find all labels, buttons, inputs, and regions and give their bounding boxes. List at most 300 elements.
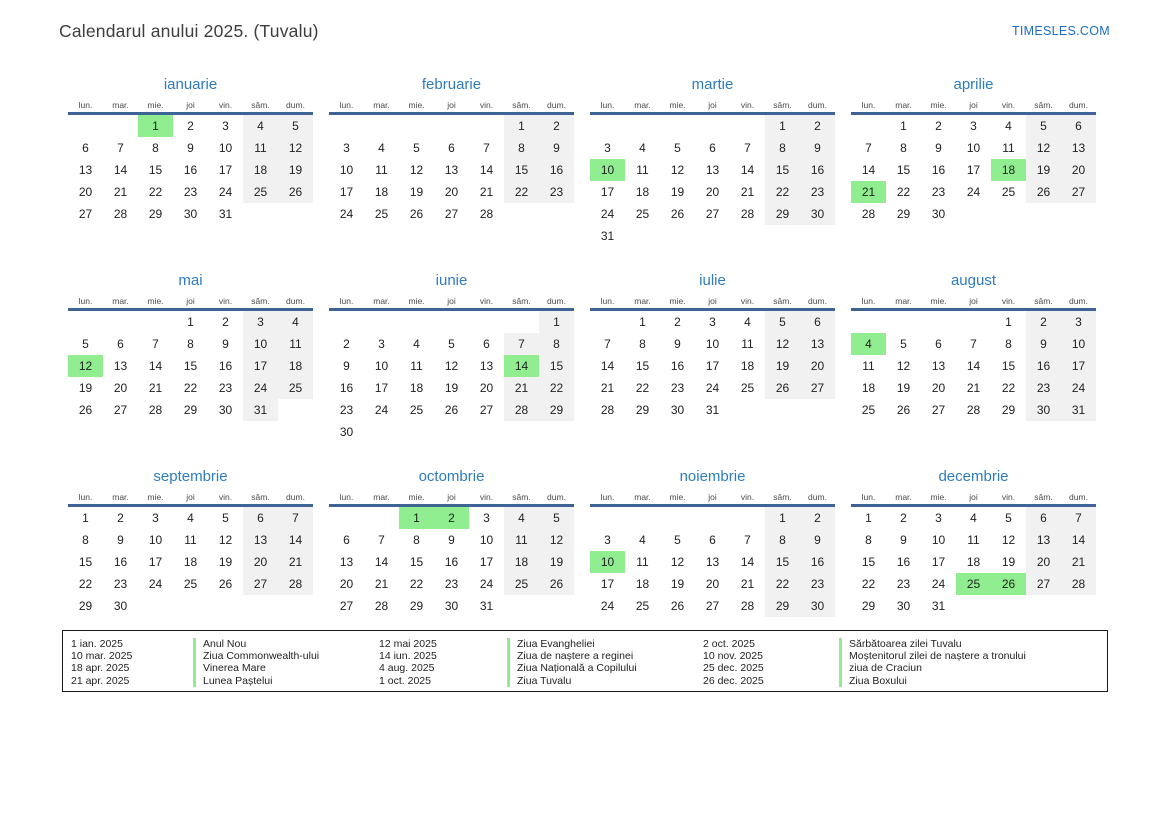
day-cell: 24 — [243, 377, 278, 399]
empty-cell — [956, 311, 991, 333]
day-cell: 17 — [374, 381, 389, 395]
day-cell: 19 — [1001, 555, 1016, 569]
day-cell: 12 — [670, 555, 685, 569]
month-noiembrie — [590, 467, 835, 617]
day-cell: 8 — [539, 333, 574, 355]
weekday-label: sâm. — [512, 492, 531, 502]
day-cell: 23 — [896, 577, 911, 591]
day-grid — [590, 115, 835, 247]
day-cell: 11 — [636, 555, 649, 569]
month-title: martie — [691, 76, 734, 93]
day-cell: 25 — [278, 377, 313, 399]
day-cell: 13 — [78, 163, 93, 177]
day-cell: 25 — [183, 577, 198, 591]
day-cell: 16 — [183, 163, 198, 177]
day-cell: 12 — [444, 359, 459, 373]
day-cell: 15 — [504, 159, 539, 181]
day-cell: 23 — [670, 381, 685, 395]
page-title: Calendarul anului 2025. (Tuvalu) — [59, 21, 319, 41]
day-cell: 29 — [635, 403, 650, 417]
month-title: august — [950, 272, 997, 289]
weekday-header-row — [329, 296, 574, 311]
legend-holiday-name: Ziua de naștere a reginei — [507, 650, 703, 662]
weekday-header-row — [590, 296, 835, 311]
day-cell: 24 — [600, 599, 615, 613]
day-cell: 9 — [187, 141, 194, 155]
weekday-label: mar. — [373, 296, 390, 306]
day-grid — [590, 507, 835, 617]
weekday-label: sâm. — [251, 492, 270, 502]
day-cell: 8 — [187, 337, 194, 351]
day-cell: 17 — [339, 185, 354, 199]
holiday-day-cell: 21 — [851, 181, 886, 203]
day-cell: 20 — [113, 381, 128, 395]
weekday-header-row — [590, 100, 835, 115]
empty-cell — [399, 311, 434, 333]
day-grid — [329, 311, 574, 443]
day-cell: 26 — [218, 577, 233, 591]
day-cell: 5 — [278, 115, 313, 137]
day-cell: 4 — [413, 337, 420, 351]
day-cell: 4 — [187, 511, 194, 525]
day-cell: 15 — [78, 555, 93, 569]
day-cell: 23 — [800, 573, 835, 595]
day-cell: 23 — [113, 577, 128, 591]
day-cell: 9 — [935, 141, 942, 155]
day-cell: 27 — [339, 599, 354, 613]
day-cell: 11 — [243, 137, 278, 159]
day-cell: 14 — [740, 163, 755, 177]
weekday-label: sâm. — [251, 296, 270, 306]
day-cell: 17 — [966, 163, 981, 177]
day-cell: 14 — [113, 163, 128, 177]
day-cell: 14 — [861, 163, 876, 177]
day-cell: 30 — [800, 203, 835, 225]
month-martie — [590, 75, 835, 247]
day-cell: 25 — [1001, 185, 1016, 199]
day-cell: 8 — [765, 529, 800, 551]
weekday-label: dum. — [1069, 492, 1088, 502]
day-cell: 22 — [896, 185, 911, 199]
day-cell: 10 — [374, 359, 389, 373]
page-header — [59, 21, 1110, 42]
empty-cell — [469, 311, 504, 333]
weekday-label: lun. — [78, 296, 93, 306]
day-cell: 1 — [865, 511, 872, 525]
day-cell: 21 — [113, 185, 128, 199]
weekday-header-row — [590, 492, 835, 507]
day-cell: 28 — [740, 207, 755, 221]
day-cell: 11 — [375, 163, 388, 177]
day-cell: 19 — [78, 381, 93, 395]
day-cell: 6 — [483, 337, 490, 351]
day-cell: 17 — [600, 577, 615, 591]
day-cell: 10 — [966, 141, 981, 155]
day-cell: 5 — [765, 311, 800, 333]
legend-date: 21 apr. 2025 — [71, 674, 130, 687]
day-cell: 10 — [1061, 333, 1096, 355]
day-cell: 4 — [504, 507, 539, 529]
day-cell: 27 — [243, 573, 278, 595]
day-cell: 29 — [183, 403, 198, 417]
day-cell: 18 — [740, 359, 755, 373]
day-cell: 29 — [861, 599, 876, 613]
day-cell: 13 — [1026, 529, 1061, 551]
empty-cell — [851, 115, 886, 137]
day-cell: 29 — [1001, 403, 1016, 417]
weekday-label: lun. — [78, 492, 93, 502]
day-cell: 12 — [1026, 137, 1061, 159]
day-cell: 11 — [1002, 141, 1015, 155]
day-cell: 22 — [635, 381, 650, 395]
day-cell: 20 — [800, 355, 835, 377]
weekday-label: vin. — [1001, 100, 1016, 110]
day-cell: 9 — [222, 337, 229, 351]
day-cell: 16 — [444, 555, 459, 569]
day-cell: 10 — [339, 163, 354, 177]
day-cell: 31 — [1061, 399, 1096, 421]
weekday-label: vin. — [1001, 296, 1016, 306]
day-cell: 5 — [82, 337, 89, 351]
day-cell: 19 — [444, 381, 459, 395]
weekday-label: mar. — [112, 492, 129, 502]
holiday-day-cell: 14 — [504, 355, 539, 377]
day-cell: 25 — [374, 207, 389, 221]
empty-cell — [469, 115, 504, 137]
legend-date: 14 iun. 2025 — [379, 650, 437, 663]
weekday-label: lun. — [339, 492, 354, 502]
month-septembrie — [68, 467, 313, 617]
day-cell: 9 — [800, 137, 835, 159]
day-cell: 8 — [900, 141, 907, 155]
day-cell: 31 — [600, 229, 615, 243]
day-cell: 17 — [148, 555, 163, 569]
weekday-header-row — [68, 296, 313, 311]
day-cell: 29 — [765, 203, 800, 225]
day-cell: 16 — [800, 551, 835, 573]
day-cell: 4 — [1005, 119, 1012, 133]
day-cell: 14 — [600, 359, 615, 373]
legend-holiday-name: Sărbătoarea zilei Tuvalu — [839, 638, 1026, 650]
day-cell: 10 — [243, 333, 278, 355]
day-cell: 22 — [539, 377, 574, 399]
day-cell: 4 — [639, 141, 646, 155]
weekday-label: mie. — [147, 492, 164, 502]
day-cell: 5 — [900, 337, 907, 351]
day-cell: 12 — [1001, 533, 1016, 547]
day-cell: 6 — [800, 311, 835, 333]
weekday-label: mie. — [930, 100, 947, 110]
day-cell: 4 — [639, 533, 646, 547]
day-cell: 5 — [1005, 511, 1012, 525]
day-cell: 3 — [343, 141, 350, 155]
day-cell: 15 — [896, 163, 911, 177]
month-aprilie — [851, 75, 1096, 225]
day-cell: 28 — [740, 599, 755, 613]
day-cell: 18 — [409, 381, 424, 395]
day-cell: 20 — [931, 381, 946, 395]
day-cell: 16 — [339, 381, 354, 395]
day-cell: 14 — [148, 359, 163, 373]
day-cell: 29 — [409, 599, 424, 613]
day-cell: 5 — [674, 533, 681, 547]
holiday-day-cell: 25 — [956, 573, 991, 595]
day-grid — [851, 507, 1096, 617]
weekday-header-row — [851, 100, 1096, 115]
day-cell: 12 — [765, 333, 800, 355]
day-cell: 1 — [900, 119, 907, 133]
day-cell: 21 — [740, 185, 755, 199]
empty-cell — [730, 507, 765, 529]
day-cell: 31 — [218, 207, 233, 221]
month-februarie — [329, 75, 574, 225]
day-cell: 6 — [82, 141, 89, 155]
day-cell: 20 — [705, 577, 720, 591]
weekday-label: lun. — [861, 100, 876, 110]
day-cell: 4 — [243, 115, 278, 137]
day-cell: 27 — [800, 377, 835, 399]
day-cell: 21 — [1061, 551, 1096, 573]
day-cell: 8 — [82, 533, 89, 547]
day-cell: 24 — [705, 381, 720, 395]
day-cell: 4 — [378, 141, 385, 155]
day-cell: 25 — [635, 599, 650, 613]
day-cell: 13 — [1061, 137, 1096, 159]
legend-date: 18 apr. 2025 — [71, 662, 130, 675]
weekday-header-row — [329, 100, 574, 115]
day-cell: 10 — [705, 337, 720, 351]
day-cell: 3 — [378, 337, 385, 351]
weekday-label: vin. — [479, 296, 494, 306]
holiday-day-cell: 1 — [399, 507, 434, 529]
day-cell: 10 — [218, 141, 233, 155]
weekday-label: sâm. — [773, 492, 792, 502]
day-cell: 11 — [504, 529, 539, 551]
day-cell: 24 — [479, 577, 494, 591]
day-cell: 29 — [896, 207, 911, 221]
weekday-label: lun. — [600, 296, 615, 306]
weekday-label: dum. — [1069, 296, 1088, 306]
empty-cell — [364, 311, 399, 333]
day-grid — [68, 115, 313, 225]
day-cell: 20 — [339, 577, 354, 591]
day-cell: 23 — [1026, 377, 1061, 399]
day-cell: 7 — [970, 337, 977, 351]
weekday-label: vin. — [218, 296, 233, 306]
day-cell: 25 — [504, 573, 539, 595]
weekday-label: sâm. — [1034, 100, 1053, 110]
day-cell: 1 — [639, 315, 646, 329]
day-cell: 1 — [1005, 315, 1012, 329]
empty-cell — [399, 115, 434, 137]
legend-group — [379, 638, 703, 691]
day-cell: 3 — [1061, 311, 1096, 333]
weekday-label: sâm. — [773, 296, 792, 306]
day-cell: 27 — [78, 207, 93, 221]
day-cell: 15 — [1001, 359, 1016, 373]
weekday-label: joi — [708, 492, 717, 502]
holiday-day-cell: 26 — [991, 573, 1026, 595]
day-cell: 17 — [1061, 355, 1096, 377]
day-cell: 12 — [539, 529, 574, 551]
day-cell: 5 — [448, 337, 455, 351]
day-cell: 18 — [635, 185, 650, 199]
day-cell: 2 — [187, 119, 194, 133]
day-cell: 15 — [765, 551, 800, 573]
day-cell: 18 — [861, 381, 876, 395]
day-cell: 13 — [705, 555, 720, 569]
day-cell: 17 — [479, 555, 494, 569]
day-cell: 3 — [152, 511, 159, 525]
day-cell: 21 — [966, 381, 981, 395]
day-cell: 27 — [931, 403, 946, 417]
weekday-label: mar. — [112, 100, 129, 110]
holiday-day-cell: 2 — [434, 507, 469, 529]
legend-date: 10 mar. 2025 — [71, 650, 133, 663]
day-cell: 23 — [183, 185, 198, 199]
day-cell: 7 — [117, 141, 124, 155]
day-cell: 12 — [409, 163, 424, 177]
day-cell: 26 — [765, 377, 800, 399]
day-cell: 11 — [636, 163, 649, 177]
day-cell: 11 — [410, 359, 423, 373]
legend-date: 4 aug. 2025 — [379, 662, 435, 675]
weekday-label: joi — [447, 296, 456, 306]
month-title: septembrie — [153, 468, 228, 485]
weekday-label: joi — [186, 100, 195, 110]
month-title: aprilie — [953, 76, 994, 93]
empty-cell — [103, 115, 138, 137]
day-cell: 23 — [444, 577, 459, 591]
day-cell: 23 — [539, 181, 574, 203]
day-cell: 27 — [705, 599, 720, 613]
weekday-label: joi — [186, 492, 195, 502]
weekday-label: mar. — [373, 100, 390, 110]
day-cell: 5 — [413, 141, 420, 155]
day-cell: 6 — [343, 533, 350, 547]
day-cell: 27 — [444, 207, 459, 221]
day-cell: 7 — [1061, 507, 1096, 529]
day-cell: 26 — [409, 207, 424, 221]
day-cell: 30 — [183, 207, 198, 221]
day-cell: 22 — [78, 577, 93, 591]
day-cell: 14 — [374, 555, 389, 569]
day-cell: 28 — [278, 573, 313, 595]
day-cell: 29 — [539, 399, 574, 421]
day-cell: 19 — [1026, 159, 1061, 181]
day-cell: 3 — [222, 119, 229, 133]
day-cell: 26 — [78, 403, 93, 417]
weekday-label: mar. — [895, 100, 912, 110]
day-cell: 12 — [670, 163, 685, 177]
day-cell: 4 — [744, 315, 751, 329]
day-cell: 13 — [479, 359, 494, 373]
weekday-label: vin. — [740, 100, 755, 110]
day-cell: 24 — [931, 577, 946, 591]
weekday-label: lun. — [861, 296, 876, 306]
weekday-label: vin. — [218, 492, 233, 502]
weekday-label: lun. — [78, 100, 93, 110]
day-cell: 3 — [604, 533, 611, 547]
day-cell: 21 — [278, 551, 313, 573]
day-cell: 15 — [148, 163, 163, 177]
day-cell: 18 — [374, 185, 389, 199]
weekday-label: mie. — [930, 492, 947, 502]
weekday-label: dum. — [547, 296, 566, 306]
legend-date: 1 ian. 2025 — [71, 638, 123, 650]
day-cell: 2 — [800, 115, 835, 137]
empty-cell — [660, 507, 695, 529]
site-link[interactable]: TIMESLES.COM — [1011, 24, 1110, 38]
empty-cell — [434, 311, 469, 333]
day-cell: 15 — [539, 355, 574, 377]
month-title: iunie — [435, 272, 468, 289]
weekday-header-row — [68, 100, 313, 115]
day-cell: 20 — [444, 185, 459, 199]
day-cell: 29 — [148, 207, 163, 221]
day-cell: 11 — [278, 333, 313, 355]
legend-group — [703, 638, 1026, 691]
holiday-day-cell: 10 — [590, 159, 625, 181]
day-cell: 21 — [600, 381, 615, 395]
day-cell: 6 — [935, 337, 942, 351]
day-cell: 17 — [243, 355, 278, 377]
day-cell: 2 — [117, 511, 124, 525]
day-cell: 22 — [765, 573, 800, 595]
day-cell: 6 — [1061, 115, 1096, 137]
weekday-label: joi — [969, 492, 978, 502]
month-title: noiembrie — [679, 468, 746, 485]
day-cell: 6 — [243, 507, 278, 529]
month-mai — [68, 271, 313, 421]
day-cell: 7 — [744, 141, 751, 155]
empty-cell — [329, 115, 364, 137]
day-cell: 25 — [243, 181, 278, 203]
empty-cell — [590, 507, 625, 529]
weekday-label: dum. — [1069, 100, 1088, 110]
day-cell: 24 — [600, 207, 615, 221]
weekday-label: vin. — [479, 100, 494, 110]
day-cell: 14 — [479, 163, 494, 177]
weekday-label: mie. — [930, 296, 947, 306]
weekday-label: mar. — [634, 492, 651, 502]
legend-date: 25 dec. 2025 — [703, 662, 764, 675]
month-august — [851, 271, 1096, 421]
day-cell: 28 — [1061, 573, 1096, 595]
day-cell: 13 — [444, 163, 459, 177]
weekday-header-row — [329, 492, 574, 507]
day-cell: 17 — [218, 163, 233, 177]
day-cell: 22 — [765, 181, 800, 203]
day-cell: 18 — [635, 577, 650, 591]
legend-holiday-name: Vinerea Mare — [193, 662, 379, 674]
day-cell: 22 — [183, 381, 198, 395]
day-cell: 5 — [1026, 115, 1061, 137]
day-cell: 15 — [861, 555, 876, 569]
day-grid — [68, 311, 313, 421]
day-cell: 22 — [409, 577, 424, 591]
weekday-label: dum. — [808, 492, 827, 502]
day-cell: 29 — [765, 595, 800, 617]
month-title: mai — [178, 272, 203, 289]
day-cell: 14 — [966, 359, 981, 373]
day-cell: 2 — [935, 119, 942, 133]
day-cell: 14 — [1061, 529, 1096, 551]
day-cell: 7 — [278, 507, 313, 529]
day-cell: 17 — [931, 555, 946, 569]
day-cell: 16 — [800, 159, 835, 181]
day-cell: 27 — [479, 403, 494, 417]
